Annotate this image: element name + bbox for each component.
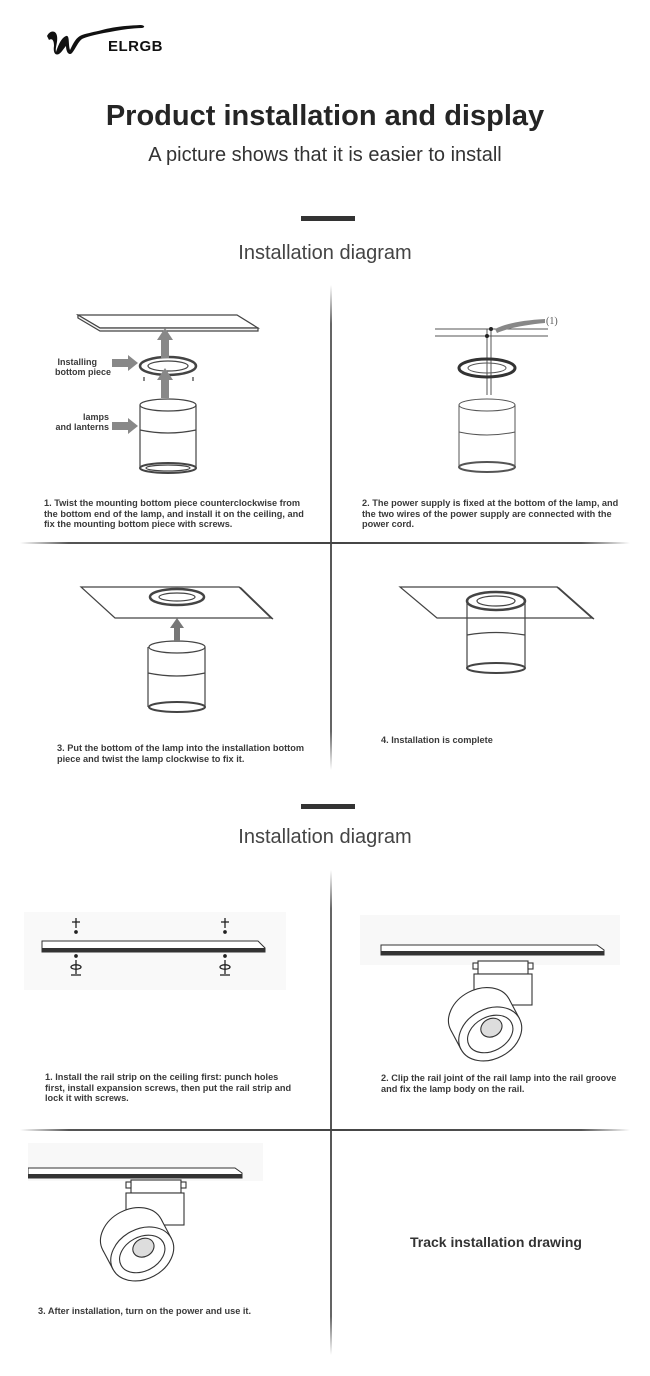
ceiling-mount-exploded-diagram-icon xyxy=(20,300,325,490)
rail-lamp-installed-diagram-icon xyxy=(28,1143,290,1291)
grid-horizontal-divider xyxy=(20,1129,630,1131)
section-divider-bar xyxy=(301,216,355,221)
page-subtitle: A picture shows that it is easier to install xyxy=(148,144,502,166)
lamp-insert-diagram-icon xyxy=(20,570,325,720)
diagram-panel-rail-1 xyxy=(24,912,286,990)
rail-lamp-clip-diagram-icon xyxy=(360,915,620,1070)
rail-screws-diagram-icon xyxy=(24,912,286,990)
step-caption: 1. Install the rail strip on the ceiling first: punch holes first, install expansion screws, then put the rail strip and lock it with screws. xyxy=(45,1072,292,1103)
section-heading: Installation diagram xyxy=(238,826,412,848)
page-title: Product installation and display xyxy=(105,100,545,132)
diagram-panel-1 xyxy=(20,300,325,490)
brand-name: ELRGB xyxy=(108,38,163,55)
diagram-panel-rail-2 xyxy=(360,915,620,1070)
step-caption: 3. Put the bottom of the lamp into the installation bottom piece and twist the lamp clockwise to fix it. xyxy=(57,743,305,764)
section-heading: Installation diagram xyxy=(238,242,412,264)
brand-logo xyxy=(44,22,163,58)
label-1: (1) xyxy=(546,316,558,327)
diagram-panel-2 xyxy=(335,305,635,485)
step-caption: 1. Twist the mounting bottom piece counterclockwise from the bottom end of the lamp, and install it on the ceiling, and fix the mounting bottom piece with screws. xyxy=(44,498,304,529)
section-divider-bar xyxy=(301,804,355,809)
power-wire-connection-diagram-icon xyxy=(335,305,635,485)
track-installation-title: Track installation drawing xyxy=(410,1234,582,1250)
diagram-panel-rail-3 xyxy=(28,1143,290,1291)
label-and-lanterns: and lanterns xyxy=(55,422,109,432)
diagram-panel-3 xyxy=(20,570,325,720)
step-caption: 2. Clip the rail joint of the rail lamp into the rail groove and fix the lamp body on the rail. xyxy=(381,1073,617,1094)
grid-vertical-divider xyxy=(330,870,332,1355)
step-caption: 3. After installation, turn on the power and use it. xyxy=(38,1306,252,1316)
grid-horizontal-divider xyxy=(20,542,630,544)
step-caption: 2. The power supply is fixed at the bottom of the lamp, and the two wires of the power supply are connected with the power cord. xyxy=(362,498,619,529)
diagram-panel-4 xyxy=(335,570,635,680)
grid-vertical-divider xyxy=(330,285,332,770)
step-caption: 4. Installation is complete xyxy=(381,735,493,745)
lamp-installed-diagram-icon xyxy=(335,570,635,680)
label-installing: Installing xyxy=(57,357,97,367)
label-lamps: lamps xyxy=(82,412,109,422)
label-bottom-piece: bottom piece xyxy=(54,367,111,377)
